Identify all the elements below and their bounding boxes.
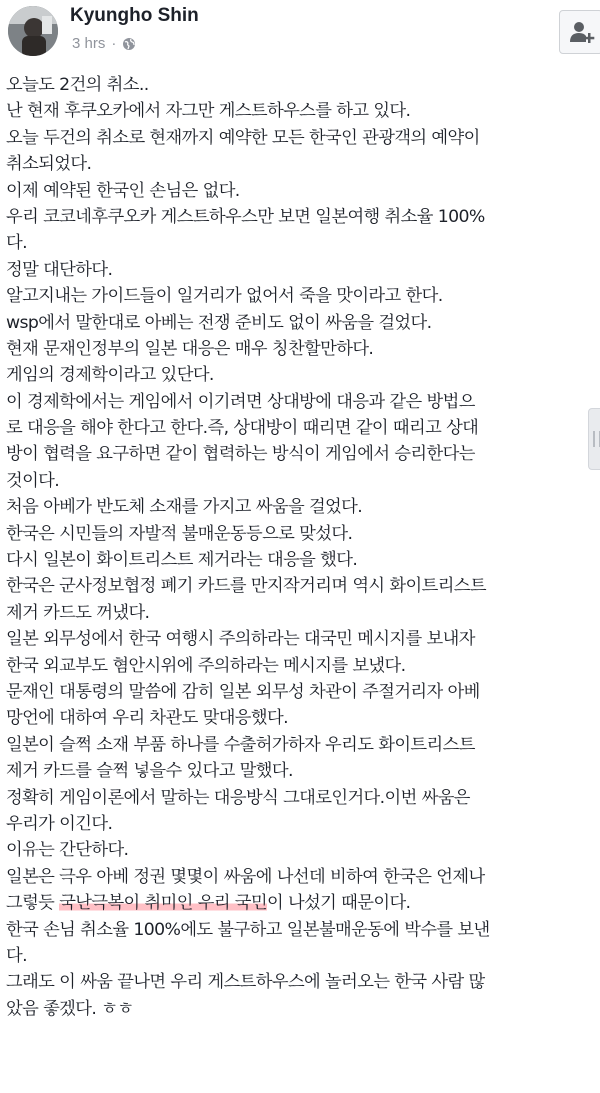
post-line: 이유는 간단하다. [6,840,129,861]
author-name[interactable]: Kyungho Shin [70,5,199,26]
post-text [6,72,596,1022]
post-line: 다. [6,945,27,966]
post-line: 알고지내는 가이드들이 일거리가 없어서 죽을 맛이라고 한다. [6,286,443,307]
post-line: 방이 협력을 요구하면 같이 협력하는 방식이 게임에서 승리한다는 [6,444,475,465]
grip-icon [593,431,600,447]
post-line: 이 경제학에서는 게임에서 이기려면 상대방에 대응과 같은 방법으 [6,391,475,412]
globe-icon [122,37,136,51]
scroll-handle[interactable] [588,408,600,470]
post-line: 그래도 이 싸움 끝나면 우리 게스트하우스에 놀러오는 한국 사람 많 [6,972,485,993]
post-line: 일본은 극우 아베 정권 몇몇이 싸움에 나선데 비하여 한국은 언제나 [6,866,485,887]
post-line: 한국 외교부도 혐안시위에 주의하라는 메시지를 보냈다. [6,655,406,676]
post-line: 우리가 이긴다. [6,813,113,834]
post-line: 망언에 대하여 우리 차관도 맞대응했다. [6,708,288,729]
post-line: 았음 좋겠다. ㅎㅎ [6,998,134,1019]
post-header [0,0,600,64]
post-line: 일본이 슬쩍 소재 부품 하나를 수출허가하자 우리도 화이트리스트 [6,734,475,755]
post-line: 한국 손님 취소율 100%에도 불구하고 일본불매운동에 박수를 보낸 [6,919,490,940]
post-line: 한국은 시민들의 자발적 불매운동등으로 맞섰다. [6,523,353,544]
post-line: 우리 코코네후쿠오카 게스트하우스만 보면 일본여행 취소율 100% [6,206,485,227]
post-line: 한국은 군사정보협정 폐기 카드를 만지작거리며 역시 화이트리스트 [6,576,486,597]
post-meta [72,35,136,52]
meta-separator: · [111,35,117,52]
post-line: 처음 아베가 반도체 소재를 가지고 싸움을 걸었다. [6,497,363,518]
add-friend-icon [560,11,600,53]
post-line: 다. [6,233,27,254]
post-line: 제거 카드를 슬쩍 넣을수 있다고 말했다. [6,761,293,782]
post-line: 일본 외무성에서 한국 여행시 주의하라는 대국민 메시지를 보내자 [6,629,475,650]
add-friend-button[interactable] [559,10,600,54]
post-line: wsp에서 말한대로 아베는 전쟁 준비도 없이 싸움을 걸었다. [6,312,432,333]
post-line: 이제 예약된 한국인 손님은 없다. [6,180,240,201]
post-line: 오늘 두건의 취소로 현재까지 예약한 모든 한국인 관광객의 예약이 [6,127,480,148]
post-lines-after [6,917,596,1023]
post-line: 정말 대단하다. [6,259,113,280]
post-line-highlighted [6,890,596,916]
post-lines-before [6,72,596,890]
post-line: 정확히 게임이론에서 말하는 대응방식 그대로인거다.이번 싸움은 [6,787,470,808]
highlight-after: 이 나섰기 때문이다. [267,893,411,914]
post-line: 게임의 경제학이라고 있단다. [6,365,214,386]
post-line: 제거 카드도 꺼냈다. [6,602,150,623]
post-line: 난 현재 후쿠오카에서 자그만 게스트하우스를 하고 있다. [6,101,411,122]
post-line: 문재인 대통령의 말씀에 감히 일본 외무성 차관이 주절거리자 아베 [6,681,480,702]
post-line: 취소되었다. [6,154,92,175]
post-line: 다시 일본이 화이트리스트 제거라는 대응을 했다. [6,550,358,571]
avatar[interactable] [8,6,58,56]
post-line: 오늘도 2건의 취소.. [6,75,149,95]
post-line: 것이다. [6,470,60,491]
highlight-before: 그렇듯 [6,893,60,914]
highlighted-phrase: 국난극복이 취미인 우리 국민 [59,893,267,914]
avatar-photo-icon [8,6,58,56]
post-line: 현재 문재인정부의 일본 대응은 매우 칭찬할만하다. [6,338,374,359]
post-line: 로 대응을 해야 한다고 한다.즉, 상대방이 때리면 같이 때리고 상대 [6,418,479,439]
post-time[interactable]: 3 hrs [72,35,106,52]
